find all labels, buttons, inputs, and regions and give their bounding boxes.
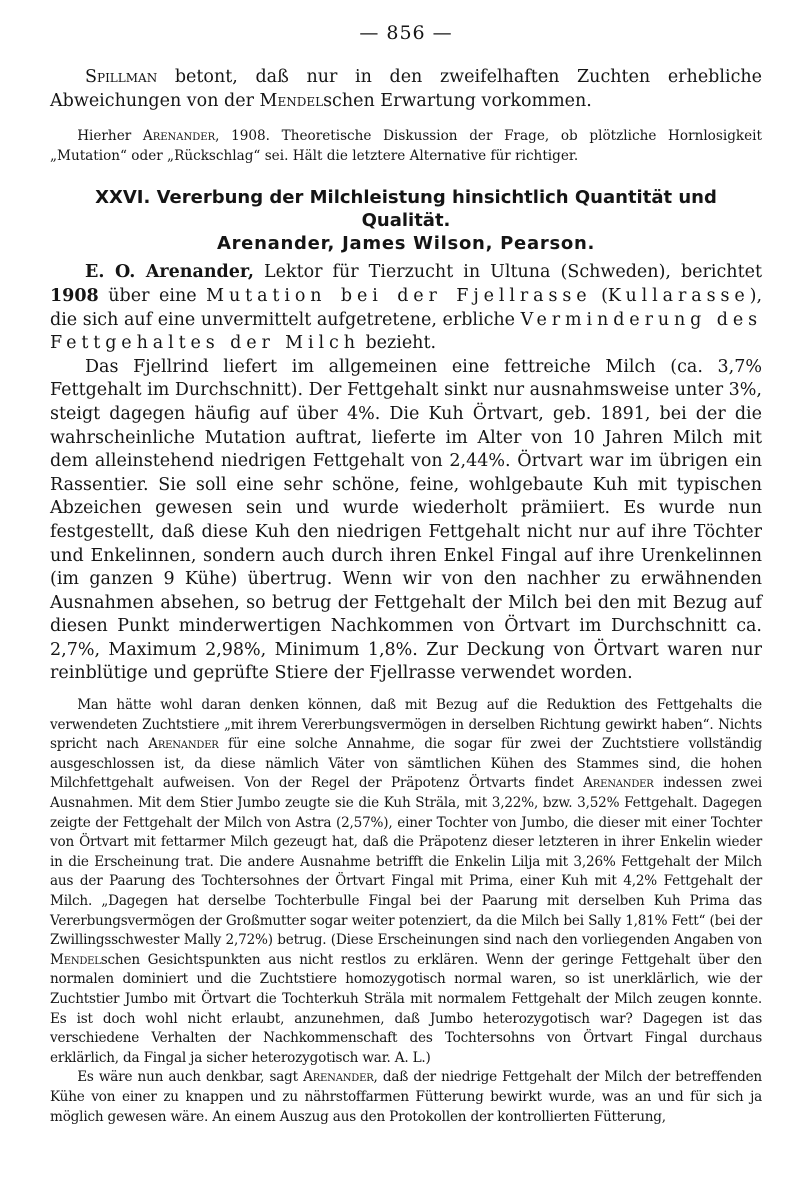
section-title: XXVI. Vererbung der Milchleistung hinsichtlich Quantität und Qualität. [95, 187, 717, 232]
author-name: E. O. Arenander, [85, 262, 254, 283]
author-name: Arenander [148, 736, 219, 753]
commentary-note: Man hätte wohl daran denken können, daß mit Bezug auf die Reduktion des Fettgehalts die verwendeten Zuchtstiere „mit ihrem Vererbungsvermögen in derselben Richtung gewirkt haben“. Nichts spricht nach Arenander für eine solche Annahme, die sogar für zwei der Zuchtstiere vollständig ausgeschlossen ist, da diese nämlich Väter von sämtlichen Kühen des Stammes sind, die hohen Milchfettgehalt aufweisen. Von der Regel der Präpotenz Örtvarts findet Arenander indessen zwei Ausnahmen. Mit dem Stier Jumbo zeugte sie die Kuh Sträla, mit 3,22%, bzw. 3,52% Fettgehalt. Dagegen zeigte der Fettgehalt der Milch von Astra (2,57%), einer Tochter von Jumbo, die dieser mit einer Tochter von Örtvart mit fettarmer Milch gezeugt hat, daß die Präpotenz dieser letzteren in ihrer Enkelin wieder in die Erscheinung trat. Die andere Ausnahme betrifft die Enkelin Lilja mit 3,26% Fettgehalt der Milch aus der Paarung des Tochtersohnes der Örtvart Fingal mit Prima, einer Kuh mit 4,2% Fettgehalt der Milch. „Dagegen hat derselbe Tochterbulle Fingal bei der Paarung mit derselben Kuh Prima das Vererbungsvermögen der Großmutter sogar weiter potenziert, da die Milch bei Sally 1,81% Fett“ (bei der Zwillingsschwester Mally 2,72%) betrug. (Diese Erscheinungen sind nach den vorliegenden Angaben von Mendelschen Gesichtspunkten aus nicht restlos zu erklären. Wenn der geringe Fettgehalt über den normalen dominiert und die Zuchtstiere homozygotisch normal waren, so ist unerklärlich, wie der Zuchtstier Jumbo mit Örtvart die Tochterkuh Sträla mit normalem Fettgehalt der Milch zeugen konnte. Es ist doch wohl nicht erlaubt, anzunehmen, daß Jumbo heterozygotisch war? Dagegen ist das verschiedene Verhalten der Nachkommenschaft des Tochtersohns von Örtvart Fingal durchaus erklärlich, da Fingal ja sicher heterozygotisch war. A. L.) [50, 697, 763, 1066]
spaced-emphasis: Kullarasse [607, 285, 750, 306]
section-authors: Arenander, James Wilson, Pearson. [216, 233, 596, 255]
section-heading [50, 186, 762, 255]
author-name: Arenander [303, 1069, 374, 1086]
author-name: Arenander [583, 775, 654, 792]
author-name: Mendel [259, 90, 324, 111]
spaced-emphasis: Verminderung des Fettgehaltes der Milch [50, 309, 762, 354]
author-name: Arenander [142, 128, 216, 145]
reference-note: Hierher Arenander, 1908. Theoretische Diskussion der Frage, ob plötzliche Hornlosigkeit „Mutation“ oder „Rückschlag“ sei. Hält die letztere Alternative für richtiger. [50, 128, 762, 164]
page-number: — 856 — [359, 22, 453, 44]
author-name: Spillman [85, 67, 158, 87]
commentary-note: Es wäre nun auch denkbar, sagt Arenander, daß der niedrige Fettgehalt der Milch der betreffenden Kühe von einer zu knappen und zu nährstoffarmen Fütterung bewirkt wurde, was an und für sich ja möglich gewesen wäre. An einem Auszug aus den Protokollen der kontrollierten Fütterung, [50, 1069, 762, 1125]
author-name: Mendel [50, 951, 101, 968]
spaced-emphasis: Mutation bei der Fjellrasse [206, 285, 592, 306]
intro-paragraph: Spillman betont, daß nur in den zweifelhaften Zuchten erhebliche Abweichungen von der Mendelschen Erwartung vorkommen. [50, 67, 762, 111]
body-paragraph: E. O. Arenander, Lektor für Tierzucht in Ultuna (Schweden), berichtet 1908 über eine Mutation bei der Fjellrasse (Kullarasse), die sich auf eine unvermittelt aufgetretene, erbliche Verminderung des Fettgehaltes der Milch bezieht. [50, 262, 763, 354]
body-paragraph: Das Fjellrind liefert im allgemeinen eine fettreiche Milch (ca. 3,7% Fettgehalt im Durchschnitt). Der Fettgehalt sinkt nur ausnahmsweise unter 3%, steigt dagegen häufig auf über 4%. Die Kuh Örtvart, geb. 1891, bei der die wahrscheinliche Mutation auftrat, lieferte im Alter von 10 Jahren Milch mit dem alleinstehend niedrigen Fettgehalt von 2,44%. Örtvart war im übrigen ein Rassentier. Sie soll eine sehr schöne, feine, wohlgebaute Kuh mit typischen Abzeichen gewesen sein und wurde wiederholt prämiiert. Es wurde nun festgestellt, daß diese Kuh den niedrigen Fettgehalt nicht nur auf ihre Töchter und Enkelinnen, sondern auch durch ihren Enkel Fingal auf ihre Urenkelinnen (im ganzen 9 Kühe) übertrug. Wenn wir von den nachher zu erwähnenden Ausnahmen absehen, so betrug der Fettgehalt der Milch bei den mit Bezug auf diesen Punkt minderwertigen Nachkommen von Örtvart im Durchschnitt ca. 2,7%, Maximum 2,98%, Minimum 1,8%. Zur Deckung von Örtvart waren nur reinblütige und geprüfte Stiere der Fjellrasse verwendet worden. [50, 356, 762, 684]
